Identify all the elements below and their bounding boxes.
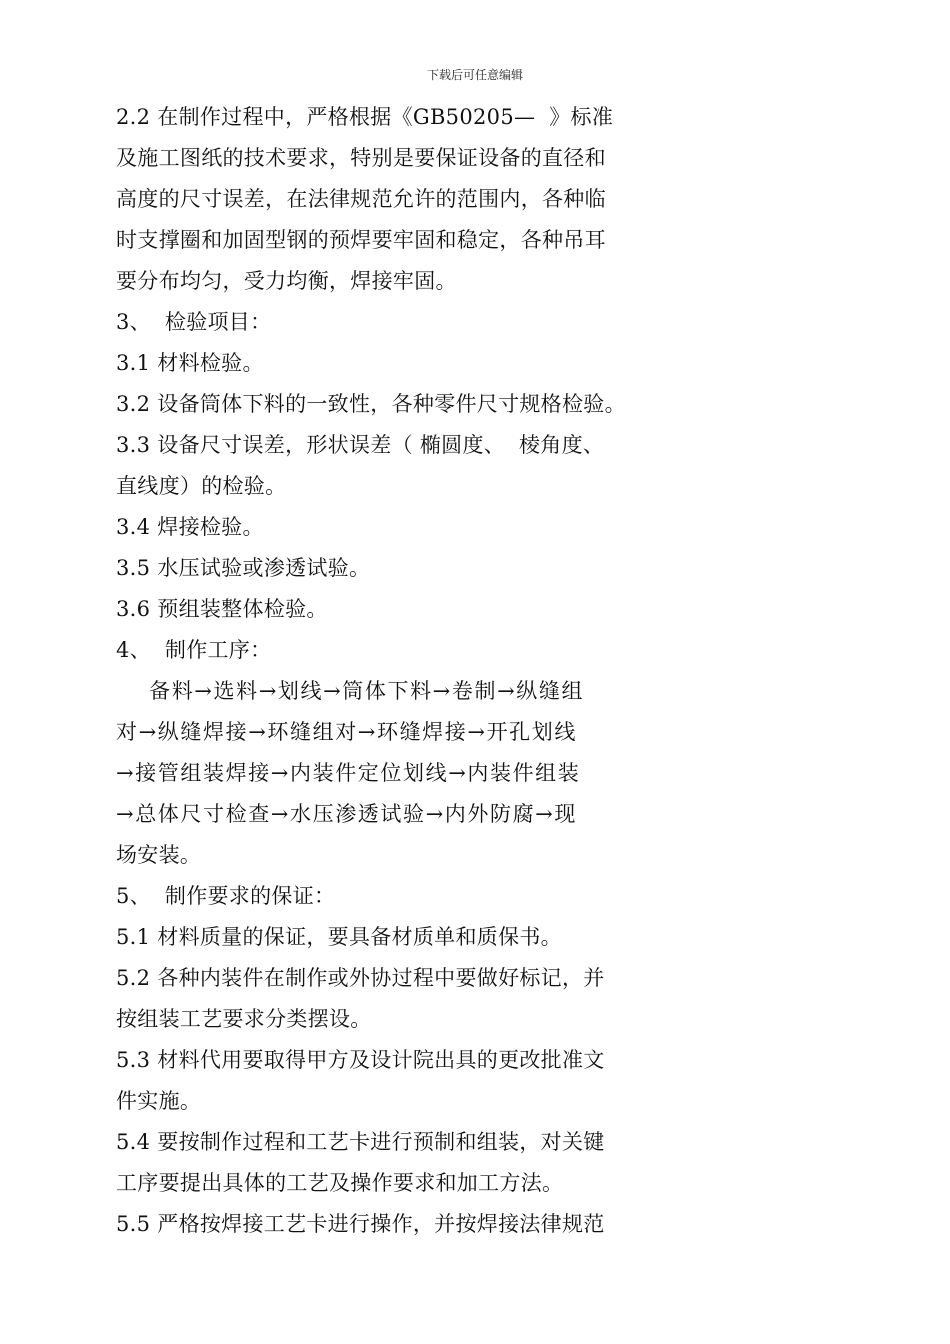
- text-line: 5.1 材料质量的保证，要具备材质单和质保书。: [116, 925, 562, 949]
- process-flow-line: 备料→选料→划线→筒体下料→卷制→纵缝组: [116, 679, 585, 703]
- text-line: 时支撑圈和加固型钢的预焊要牢固和稳定，各种吊耳: [116, 228, 606, 252]
- text-line: 3.6 预组装整体检验。: [116, 597, 328, 621]
- process-flow-line: →接管组装焊接→内装件定位划线→内装件组装: [116, 761, 581, 785]
- text-line: 按组装工艺要求分类摆设。: [116, 1007, 372, 1031]
- section-heading: 5、 制作要求的保证：: [116, 884, 336, 908]
- text-line: 5.5 严格按焊接工艺卡进行操作，并按焊接法律规范: [116, 1212, 605, 1236]
- process-flow-line: 对→纵缝焊接→环缝组对→环缝焊接→开孔划线: [116, 720, 577, 744]
- text-line: 3.2 设备筒体下料的一致性，各种零件尺寸规格检验。: [116, 392, 626, 416]
- text-line: 5.3 材料代用要取得甲方及设计院出具的更改批准文: [116, 1048, 605, 1072]
- section-heading: 4、 制作工序：: [116, 638, 272, 662]
- text-line: 高度的尺寸误差，在法律规范允许的范围内，各种临: [116, 187, 606, 211]
- text-line: 要分布均匀，受力均衡，焊接牢固。: [116, 269, 457, 293]
- text-line: 3.5 水压试验或渗透试验。: [116, 556, 371, 580]
- text-line: 5.2 各种内装件在制作或外协过程中要做好标记，并: [116, 966, 605, 990]
- text-line: 3.4 焊接检验。: [116, 515, 264, 539]
- text-line: 3.1 材料检验。: [116, 351, 264, 375]
- section-heading: 3、 检验项目：: [116, 310, 272, 334]
- text-line: 5.4 要按制作过程和工艺卡进行预制和组装，对关键: [116, 1130, 605, 1154]
- text-line: 3.3 设备尺寸误差，形状误差（ 椭圆度、 棱角度、: [116, 433, 605, 457]
- text-line: 工序要提出具体的工艺及操作要求和加工方法。: [116, 1171, 564, 1195]
- text-line: 及施工图纸的技术要求，特别是要保证设备的直径和: [116, 146, 606, 170]
- text-line: 场安装。: [116, 843, 202, 867]
- document-body: [116, 97, 676, 1245]
- text-line: 件实施。: [116, 1089, 202, 1113]
- page-header: 下载后可任意编辑: [426, 68, 523, 82]
- text-line: 直线度）的检验。: [116, 474, 287, 498]
- text-line: 2.2 在制作过程中，严格根据《GB50205— 》标准: [116, 105, 614, 129]
- process-flow-line: →总体尺寸检查→水压渗透试验→内外防腐→现: [116, 802, 577, 826]
